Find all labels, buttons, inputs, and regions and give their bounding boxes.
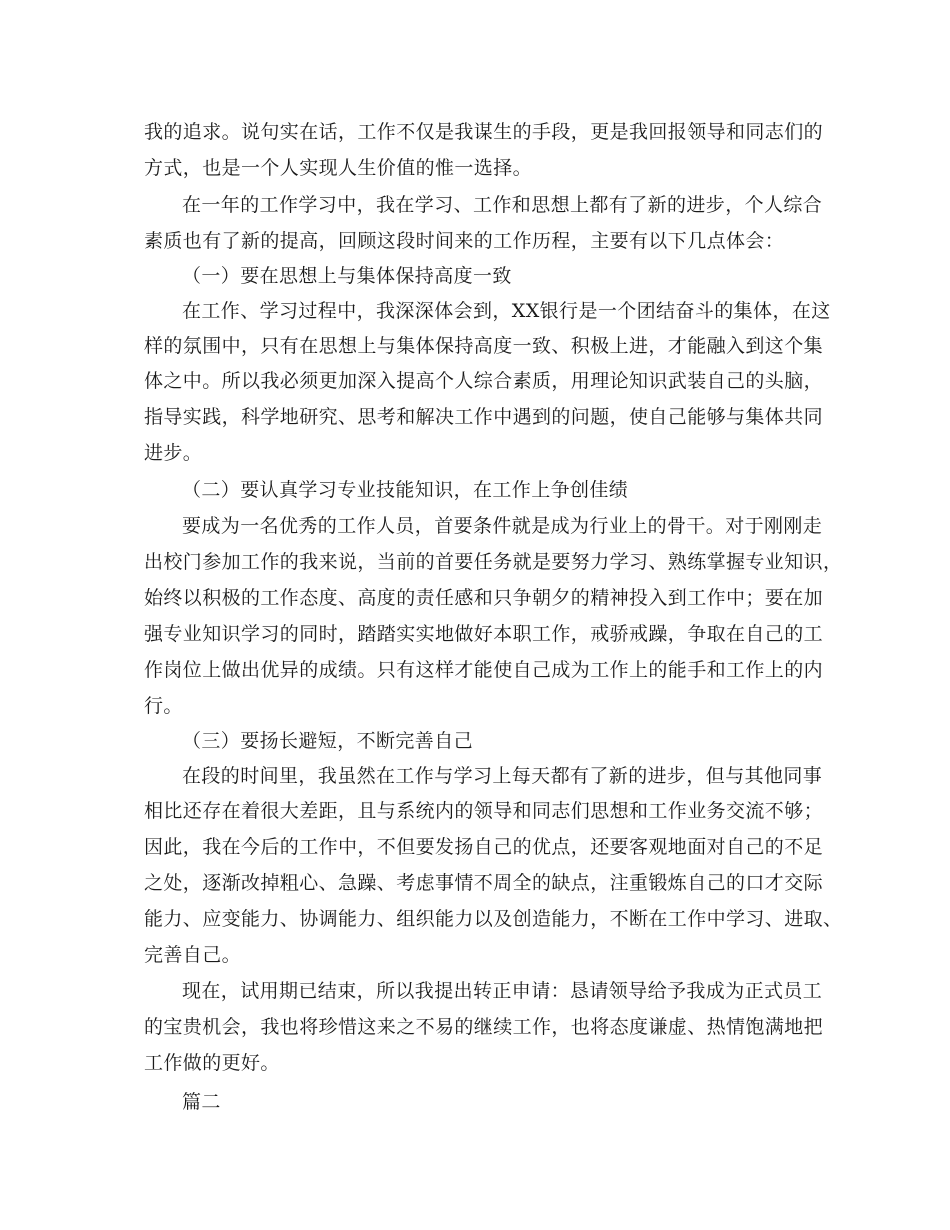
paragraph-line: 素质也有了新的提高，回顾这段时间来的工作历程，主要有以下几点体会： bbox=[144, 230, 785, 252]
paragraph-line: 相比还存在着很大差距，且与系统内的领导和同志们思想和工作业务交流不够； bbox=[144, 800, 824, 822]
paragraph-line: 出校门参加工作的我来说，当前的首要任务就是要努力学习、熟练掌握专业知识， bbox=[144, 551, 843, 573]
paragraph-line: 完善自己。 bbox=[144, 944, 242, 966]
paragraph-line: 进步。 bbox=[144, 442, 203, 464]
paragraph-line: 指导实践，科学地研究、思考和解决工作中遇到的问题，使自己能够与集体共同 bbox=[144, 406, 824, 428]
section-heading-1: （一）要在思想上与集体保持高度一致 bbox=[182, 265, 512, 287]
paragraph-line: 行。 bbox=[144, 695, 183, 717]
paragraph-line: 之处，逐渐改掉粗心、急躁、考虑事情不周全的缺点，注重锻炼自己的口才交际 bbox=[144, 872, 824, 894]
paragraph-line: 始终以积极的工作态度、高度的责任感和只争朝夕的精神投入到工作中；要在加 bbox=[144, 587, 824, 609]
paragraph-line: 工作做的更好。 bbox=[144, 1052, 280, 1074]
paragraph-line: 作岗位上做出优异的成绩。只有这样才能使自己成为工作上的能手和工作上的内 bbox=[144, 659, 824, 681]
paragraph-line: 因此，我在今后的工作中，不但要发扬自己的优点，还要客观地面对自己的不足 bbox=[144, 836, 824, 858]
paragraph-line: 在工作、学习过程中，我深深体会到，XX银行是一个团结奋斗的集体，在这 bbox=[182, 300, 831, 322]
paragraph-line: 能力、应变能力、协调能力、组织能力以及创造能力，不断在工作中学习、进取、 bbox=[144, 908, 843, 930]
paragraph-line: 体之中。所以我必须更加深入提高个人综合素质，用理论知识武装自己的头脑， bbox=[144, 370, 824, 392]
paragraph-line: 我的追求。说句实在话，工作不仅是我谋生的手段，更是我回报领导和同志们的 bbox=[144, 121, 824, 143]
paragraph-line: 在段的时间里，我虽然在工作与学习上每天都有了新的进步，但与其他同事 bbox=[182, 765, 823, 787]
section-heading-2: （二）要认真学习专业技能知识，在工作上争创佳绩 bbox=[182, 479, 629, 501]
paragraph-line: 样的氛围中，只有在思想上与集体保持高度一致、积极上进，才能融入到这个集 bbox=[144, 335, 824, 357]
paragraph-line: 强专业知识学习的同时，踏踏实实地做好本职工作，戒骄戒躁，争取在自己的工 bbox=[144, 623, 824, 645]
paragraph-line: 在一年的工作学习中，我在学习、工作和思想上都有了新的进步，个人综合 bbox=[182, 194, 823, 216]
paragraph-line: 的宝贵机会，我也将珍惜这来之不易的继续工作，也将态度谦虚、热情饱满地把 bbox=[144, 1016, 824, 1038]
paragraph-line: 要成为一名优秀的工作人员，首要条件就是成为行业上的骨干。对于刚刚走 bbox=[182, 515, 823, 537]
section-title-part-two: 篇二 bbox=[182, 1091, 221, 1113]
section-heading-3: （三）要扬长避短，不断完善自己 bbox=[182, 730, 474, 752]
paragraph-line: 现在，试用期已结束，所以我提出转正申请：恳请领导给予我成为正式员工 bbox=[182, 980, 823, 1002]
paragraph-line: 方式，也是一个人实现人生价值的惟一选择。 bbox=[144, 157, 533, 179]
